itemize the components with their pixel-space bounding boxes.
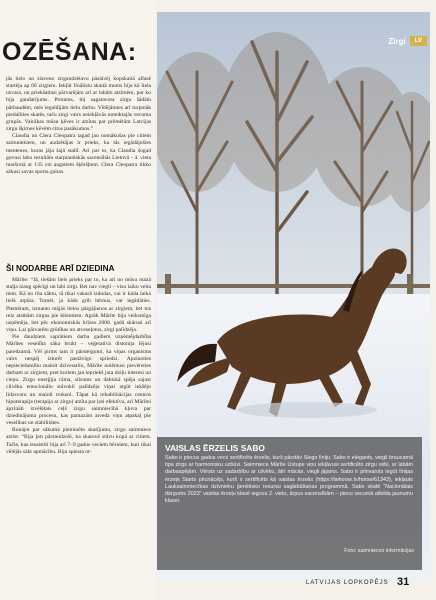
- headline-fragment: OZĒŠANA:: [2, 38, 137, 66]
- page-number: 31: [397, 576, 410, 588]
- paragraph: Pie daudziem saprātiem darba gadiem uzņēmējdarbība Mārītes veselība sāka brukt – veģetatīvā distonija lējusi paredzamā. Vēl pirms tam ir pārsteigumi, ka viņas organisms vairs nespēj izturēt pastāvīgo spriedzi. Apzinoties nepieciešamību mainīt dzīvesstilu, Mārīte nolēmusi pievērsties darbam ar zirgiem, pret kuriem jau iepriekš juta dziļu interesi un cieņu. Zirgu enerģija rāma, silsums un dabiskā spēja sajust cilvēka emocionālo stāvokli palīdzēja viņai atgūt iekšējo līdzsvaru un mainīt troksni. Tāpat kā rehabilitācijas centros hipoterapija (terapija ar zirgu) atzīta par ļoti efektīvu, arī Mārītei apzināti izvēlētais ceļš zirgu saimniecībā kļuva par dziedinājuma procesu, kas pamazām atveda viņu atpakaļ pie veselības un stabilitātes.: [6, 334, 151, 427]
- paragraph: jās lielo un slaveno zirgaudzētavu pāstāvēj kopskaitā aflasē startēja ap 60 zirgiem. Iekļūt finālistu skaitā mums bija kā liela uzvara, un priekšatlasi pārvarējām arī ar labām atzīmēm, par ko bija gandarījums. Protams, bij sagatavota zirgu šādām pārbaudēm, mēs iegaldījām lielu darbu. Vēlējāmies arī turpmāk piedalīties skatēs, taču zirgi vairs neiekļāvās noteiktajās vecuma grupās. Vairākas mūsu ķēves ir atzītas par prēmētām Latvijas zirgu šķirnes kēvēm citos pasākumos.”: [6, 76, 151, 133]
- paragraph: Mārīte: “Jā, tiešām liels prieks par to, ka arī no mūsu mazā staļļa izaug spēcīgi un labi zirgi. Bet nav viegli – visu laiku velta tiem. Kā no rīta sāktu, tā tikai vakarā izdodas, vai ir kāda laika lielā atpūta. Tomēr, ja kāds grib bērnus, var iegādāties. Piemēram, izmanto mājās lielos pārgājienos ar zirgiem, bet tos reiz atsūtām zirgus pie klientiem. Agrāk Mārīte bija veiksmīga uzņēmēja, bet pēc ekonomiskās krīzes 2008. gadā skārusi arī viņu. Lai pārvarētu grūtības un atveseļotos, zirgi palīdzēja.: [6, 277, 151, 334]
- paragraph: Claudia un Clera Cleopatra tagad jau nomākušas pie citiem saimniekiem, un audzētājas ir prieks, ka tās iegādājušies mentenes, kuras jāja šajā stallī. Arī par to, ka Claudia šogad guvusi labu rezultātu starptautiskās sacensībās Lietuvā - 4. vieta maršrutā ar 135 cm augstiem šķēršļiem. Clera Cleopatra tikko sākusi savas sporta gaitas.: [6, 133, 151, 176]
- rubric-label: [388, 36, 427, 46]
- text-column-area: [0, 0, 155, 600]
- horse-shadow: [237, 402, 377, 418]
- rubric-text: Zirgi: [388, 36, 406, 46]
- photo-credit: Foto: saimnieces informācijas: [344, 548, 414, 554]
- info-box-text: Sabo ir piecus gadus vecs sertificēts ērzelis, kurš pārstāv Siego līniju. Sabo ir elegants, viegli braucamā tipa zirgs ar harmonisku uzbūvi. Saimniece Mārīte Ustupe viņu iekļāvusi sertificēto zirgu vidū, ar labām darbaspējām. Vērsts uz sadarbību ar cilvēku, ātri mācās, viegli jājams. Sabo ir pilnvarots iegūt līnijas ērzeļa Starts pēcnācējs, kurš ir sertificēts kā vaislas ērzelis (https://lwhorse.lv/horse/61343), iekļauts Lauksaimniecības dzīvnieku ģenētisko resursu saglabāšanas programmā. Sabo skatē “Nacionālais dārgums 2023” vaislas ērzeļu klasē ieguva 2. vietu, ārpus sacensībām – piecu vecumā atbilda jaunumu klasei.: [165, 455, 413, 505]
- info-box-title: VAISLAS ĒRZELIS SABO: [165, 443, 265, 453]
- rubric-badge: LV: [410, 36, 427, 46]
- article-body-bottom: [6, 277, 151, 456]
- info-box: [157, 437, 422, 570]
- magazine-name: LATVIJAS LOPKOPĒJS: [306, 580, 389, 586]
- horse-photo: [157, 12, 430, 580]
- paragraph: Runājot par sākumā pieminēto skatījumu, zirgu saimniece atzīst: “Bija ļoti pārsteidzoši, ka skatuvē stāvu kopā ar citiem. Tačie, kas iesaistīti bija arī 7–9 gadus veciem bērniem, kuri tikai vēlējās sākt apmācību. Bija spiesta ot-: [6, 427, 151, 455]
- section-subheading: ŠI NODARBE ARĪ DZIEDINA: [6, 264, 115, 273]
- horse: [187, 248, 407, 417]
- article-body-top: [6, 76, 151, 176]
